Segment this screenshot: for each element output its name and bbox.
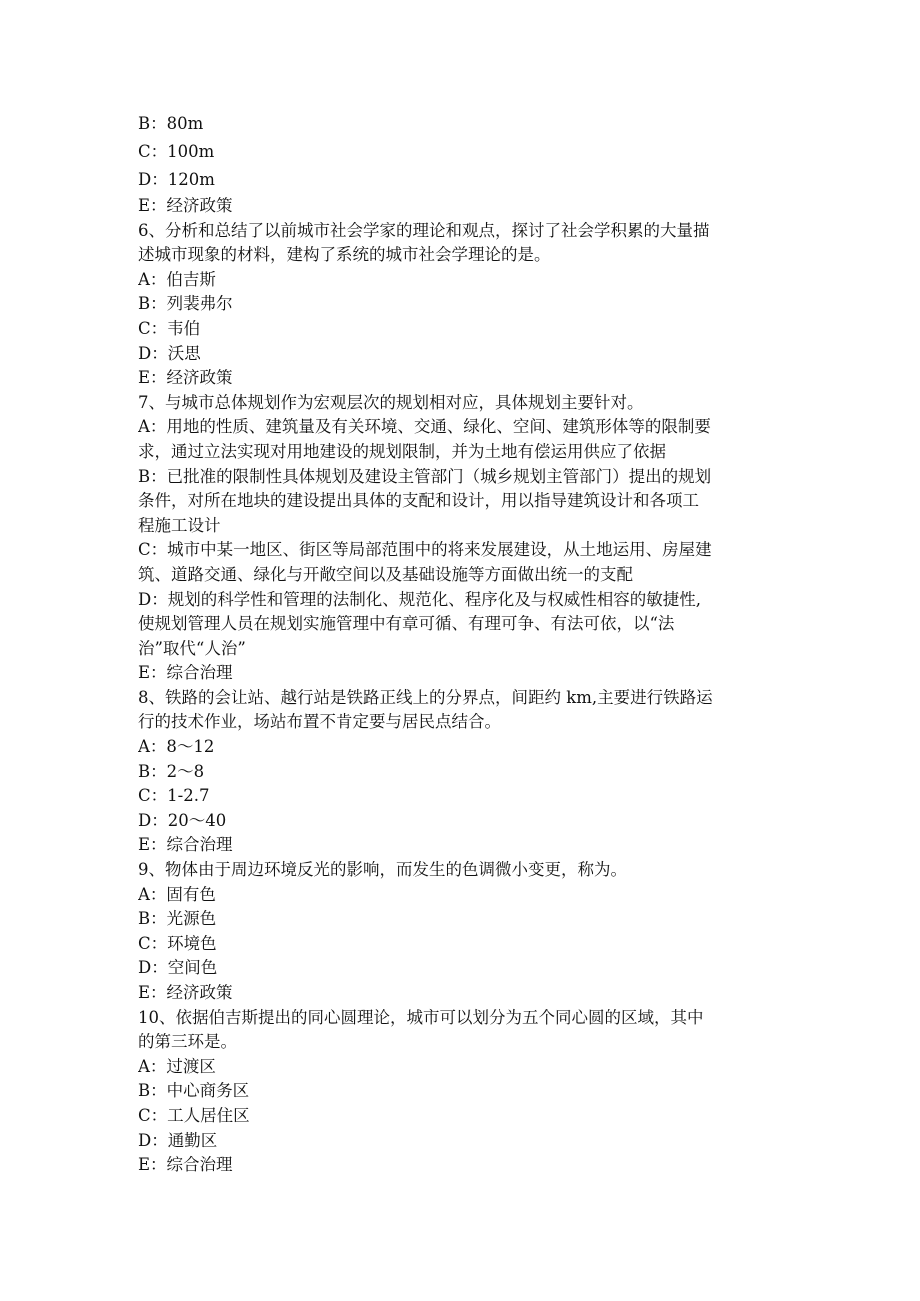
- option-d-120m: D：120m: [138, 170, 215, 189]
- question-9: [138, 858, 788, 1006]
- question-6-option-b: B：列裴弗尔: [138, 294, 233, 314]
- question-6-stem-line-1: 6、分析和总结了以前城市社会学家的理论和观点，探讨了社会学积累的大量描: [138, 220, 710, 240]
- question-8-option-e: E：综合治理: [138, 835, 233, 855]
- question-7-option-d-line-3: 治”取代“人治”: [138, 638, 246, 658]
- question-7: [138, 391, 788, 686]
- question-7-option-d-line-1: D：规划的科学性和管理的法制化、规范化、程序化及与权威性相容的敏捷性,: [138, 589, 701, 609]
- question-10-option-a: A：过渡区: [138, 1056, 216, 1076]
- question-7-option-a-line-1: A：用地的性质、建筑量及有关环境、交通、绿化、空间、建筑形体等的限制要: [138, 417, 711, 437]
- question-7-option-b-line-3: 程施工设计: [138, 515, 221, 535]
- question-8-option-d: D：20～40: [138, 810, 227, 830]
- question-9-option-e: E：经济政策: [138, 983, 233, 1002]
- question-10: [138, 1006, 788, 1178]
- question-6-option-c: C：韦伯: [138, 318, 201, 338]
- question-text-body: [138, 110, 788, 1178]
- question-10-option-b: B：中心商务区: [138, 1081, 250, 1101]
- question-6: [138, 219, 788, 391]
- question-6-option-e: E：经济政策: [138, 368, 233, 388]
- question-6-stem-line-2: 述城市现象的材料，建构了系统的城市社会学理论的是。: [138, 245, 551, 265]
- question-9-stem: 9、物体由于周边环境反光的影响，而发生的色调微小变更，称为。: [138, 860, 627, 880]
- question-7-option-b-line-1: B：已批准的限制性具体规划及建设主管部门（城乡规划主管部门）提出的规划: [138, 466, 712, 486]
- question-10-option-d: D：通勤区: [138, 1130, 218, 1150]
- question-8-stem-line-2: 行的技术作业，场站布置不肯定要与居民点结合。: [138, 712, 501, 732]
- question-7-option-e: E：综合治理: [138, 663, 233, 683]
- question-9-option-b: B：光源色: [138, 909, 217, 929]
- question-8-option-c: C：1-2.7: [138, 786, 210, 806]
- question-7-option-a-line-2: 求，通过立法实现对用地建设的规划限制，并为土地有偿运用供应了依据: [138, 441, 666, 461]
- question-7-option-c-line-2: 筑、道路交通、绿化与开敞空间以及基础设施等方面做出统一的支配: [138, 564, 633, 584]
- question-10-stem-line-1: 10、依据伯吉斯提出的同心圆理论，城市可以划分为五个同心圆的区域，其中: [138, 1007, 704, 1027]
- question-7-option-d-line-2: 使规划管理人员在规划实施管理中有章可循、有理可争、有法可依，以“法: [138, 614, 675, 634]
- question-9-option-a: A：固有色: [138, 884, 216, 904]
- question-9-option-c: C：环境色: [138, 933, 217, 953]
- question-9-option-d: D：空间色: [138, 958, 218, 978]
- question-10-option-e: E：综合治理: [138, 1155, 233, 1175]
- option-b-80m: B：80m: [138, 114, 204, 133]
- option-e-economic-policy: E：经济政策: [138, 196, 233, 215]
- question-10-option-c: C：工人居住区: [138, 1105, 250, 1125]
- question-8-option-a: A：8～12: [138, 737, 215, 757]
- option-c-100m: C：100m: [138, 142, 215, 161]
- question-7-option-b-line-2: 条件，对所在地块的建设提出具体的支配和设计，用以指导建筑设计和各项工: [138, 491, 699, 511]
- question-7-option-c-line-1: C：城市中某一地区、街区等局部范围中的将来发展建设，从土地运用、房屋建: [138, 540, 712, 560]
- question-6-option-a: A：伯吉斯: [138, 269, 216, 289]
- question-8: [138, 686, 788, 858]
- question-8-stem-line-1: 8、铁路的会让站、越行站是铁路正线上的分界点，间距约 km,主要进行铁路运: [138, 687, 713, 707]
- question-10-stem-line-2: 的第三环是。: [138, 1032, 237, 1052]
- question-7-stem: 7、与城市总体规划作为宏观层次的规划相对应，具体规划主要针对。: [138, 392, 644, 412]
- question-6-option-d: D：沃思: [138, 343, 201, 363]
- question-8-option-b: B：2～8: [138, 761, 205, 781]
